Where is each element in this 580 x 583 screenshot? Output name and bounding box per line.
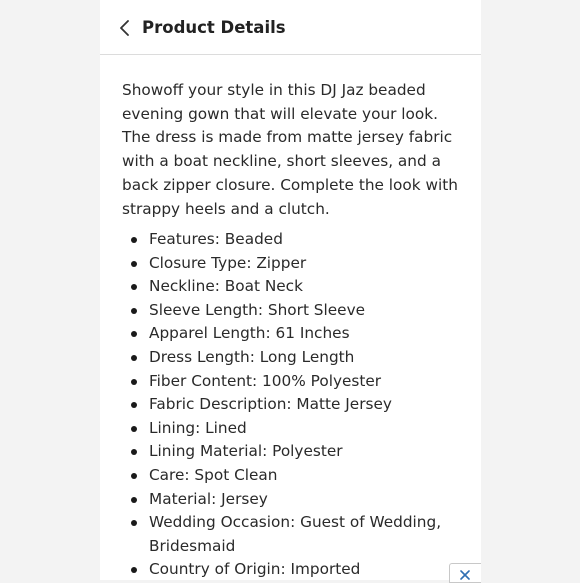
list-item: Dress Length: Long Length xyxy=(122,346,467,370)
feature-list xyxy=(122,228,467,580)
product-description: Showoff your style in this DJ Jaz beaded evening gown that will elevate your look. The dress is made from matte jersey fabric with a boat neckline, short sleeves, and a back zipper closure. Complete the look with strappy heels and a clutch. xyxy=(122,81,458,218)
list-item: Care: Spot Clean xyxy=(122,464,467,488)
close-icon xyxy=(459,570,471,580)
list-item: Fiber Content: 100% Polyester xyxy=(122,370,467,394)
list-item: Country of Origin: Imported xyxy=(122,558,467,580)
list-item: Lining: Lined xyxy=(122,417,467,441)
list-item: Lining Material: Polyester xyxy=(122,440,467,464)
chevron-left-icon[interactable] xyxy=(117,16,133,40)
list-item: Neckline: Boat Neck xyxy=(122,275,467,299)
list-item: Features: Beaded xyxy=(122,228,467,252)
list-item: Apparel Length: 61 Inches xyxy=(122,322,467,346)
product-details-panel xyxy=(100,0,481,580)
list-item: Wedding Occasion: Guest of Wedding, Bridesmaid xyxy=(122,511,467,558)
product-content xyxy=(122,79,467,579)
ad-choices-badge[interactable] xyxy=(449,563,481,583)
list-item: Fabric Description: Matte Jersey xyxy=(122,393,467,417)
header-bar xyxy=(100,0,481,55)
page-title: Product Details xyxy=(142,18,286,37)
list-item: Closure Type: Zipper xyxy=(122,252,467,276)
list-item: Material: Jersey xyxy=(122,488,467,512)
list-item: Sleeve Length: Short Sleeve xyxy=(122,299,467,323)
